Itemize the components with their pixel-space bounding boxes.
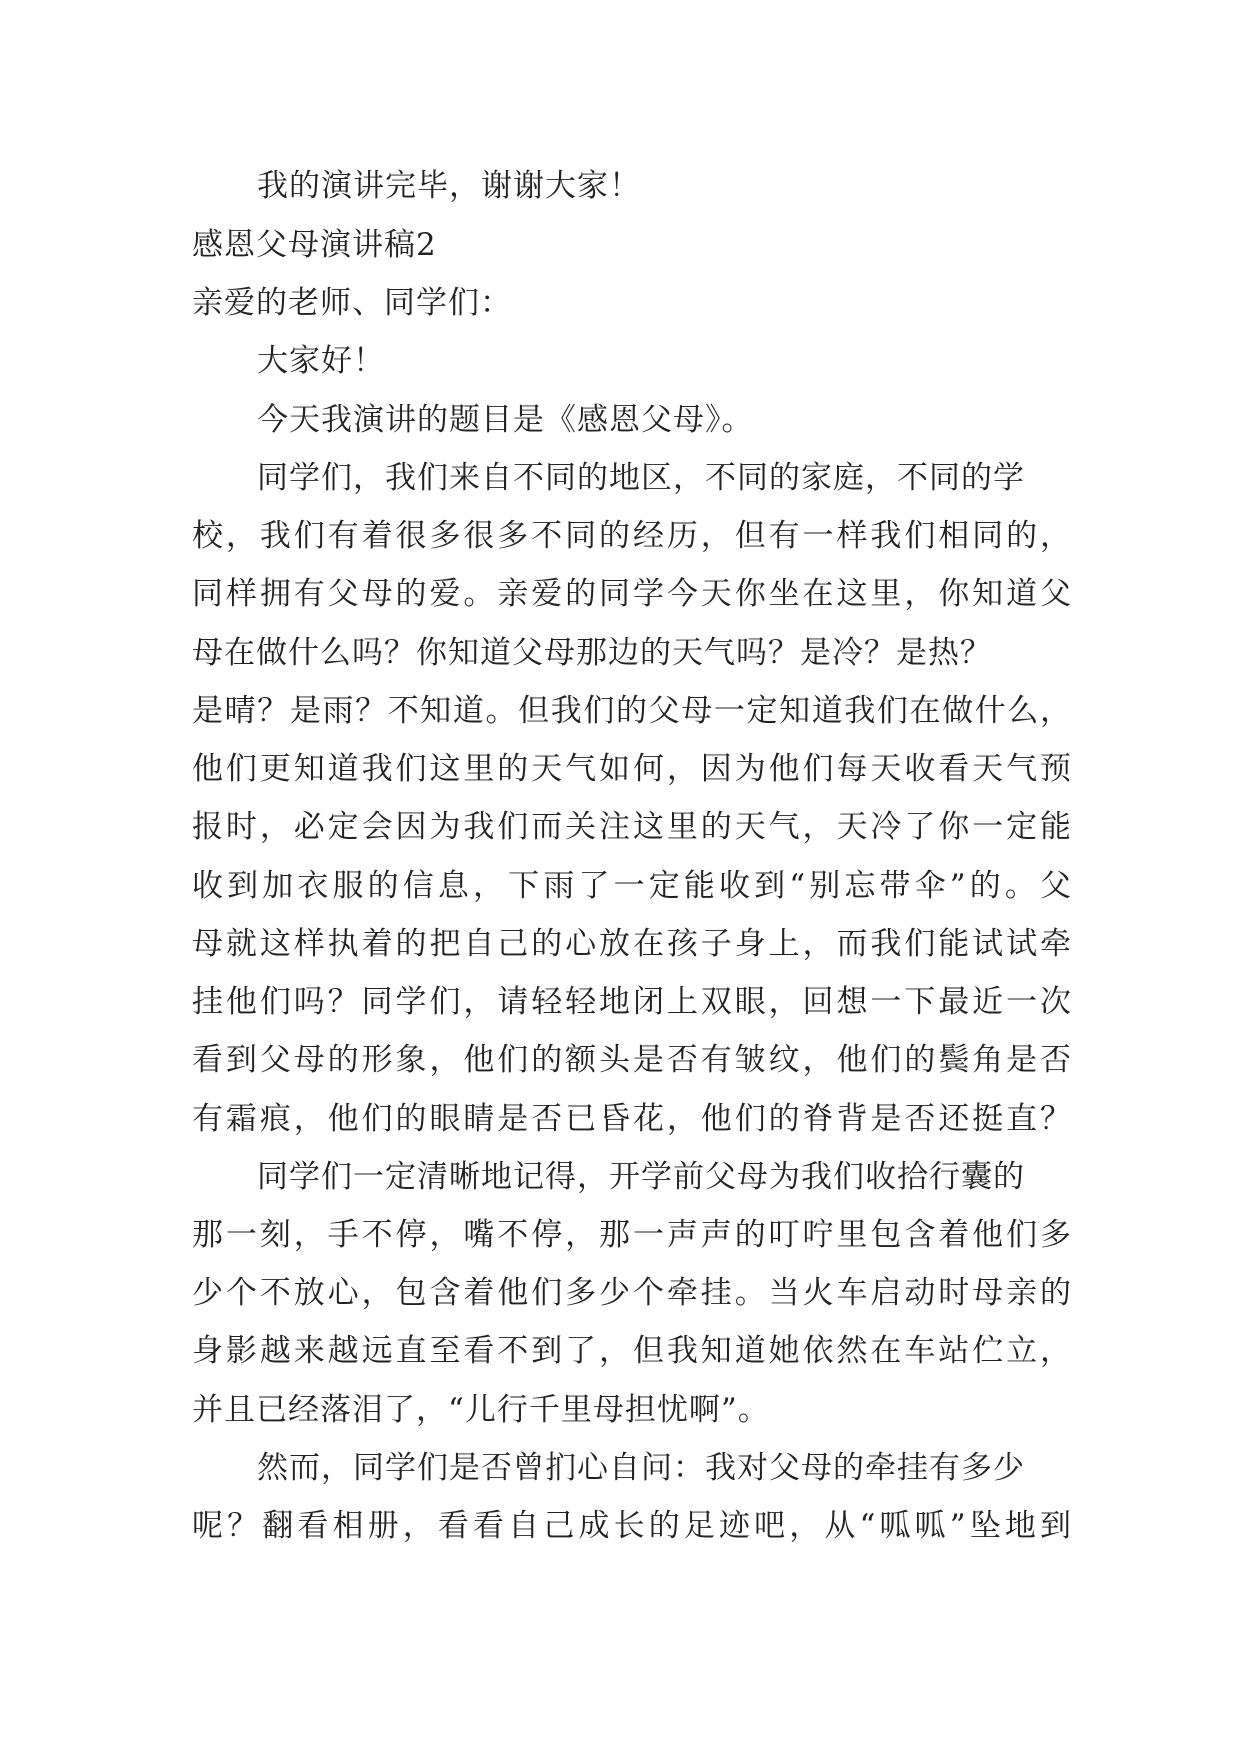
paragraph-line: 同样拥有父母的爱。亲爱的同学今天你坐在这里，你知道父 [192, 576, 1072, 612]
paragraph-line: 挂他们吗？同学们，请轻轻地闭上双眼，回想一下最近一次 [192, 984, 1072, 1020]
closing-line: 我的演讲完毕，谢谢大家！ [257, 168, 641, 204]
salutation: 亲爱的老师、同学们： [192, 285, 512, 321]
paragraph-line: 他们更知道我们这里的天气如何，因为他们每天收看天气预 [192, 751, 1072, 787]
paragraph-line: 收到加衣服的信息，下雨了一定能收到“别忘带伞”的。父 [192, 868, 1072, 904]
paragraph-line: 呢？翻看相册，看看自己成长的足迹吧，从“呱呱”坠地到 [192, 1508, 1072, 1544]
paragraph-line: 是晴？是雨？不知道。但我们的父母一定知道我们在做什么， [192, 693, 1072, 729]
paragraph-line: 母就这样执着的把自己的心放在孩子身上，而我们能试试牵 [192, 926, 1072, 962]
paragraph-line: 看到父母的形象，他们的额头是否有皱纹，他们的鬓角是否 [192, 1042, 1072, 1078]
paragraph-line: 身影越来越远直至看不到了，但我知道她依然在车站伫立， [192, 1333, 1072, 1369]
paragraph-line: 同学们一定清晰地记得，开学前父母为我们收拾行囊的 [257, 1159, 1025, 1195]
greeting: 大家好！ [257, 343, 385, 379]
paragraph-line: 那一刻，手不停，嘴不停，那一声声的叮咛里包含着他们多 [192, 1217, 1072, 1253]
paragraph-line: 报时，必定会因为我们而关注这里的天气，天冷了你一定能 [192, 809, 1072, 845]
paragraph-line: 并且已经落泪了，“儿行千里母担忧啊”。 [192, 1392, 770, 1428]
document-title: 感恩父母演讲稿2 [192, 227, 437, 263]
topic-line: 今天我演讲的题目是《感恩父母》。 [257, 402, 754, 438]
paragraph-line: 有霜痕，他们的眼睛是否已昏花，他们的脊背是否还挺直？ [192, 1101, 1072, 1137]
paragraph-line: 母在做什么吗？你知道父母那边的天气吗？是冷？是热？ [192, 635, 992, 671]
paragraph-line: 校，我们有着很多很多不同的经历，但有一样我们相同的， [192, 518, 1072, 554]
paragraph-line: 少个不放心，包含着他们多少个牵挂。当火车启动时母亲的 [192, 1275, 1072, 1311]
paragraph-line: 然而，同学们是否曾扪心自问：我对父母的牵挂有多少 [257, 1450, 1025, 1486]
paragraph-line: 同学们，我们来自不同的地区，不同的家庭，不同的学 [257, 460, 1025, 496]
